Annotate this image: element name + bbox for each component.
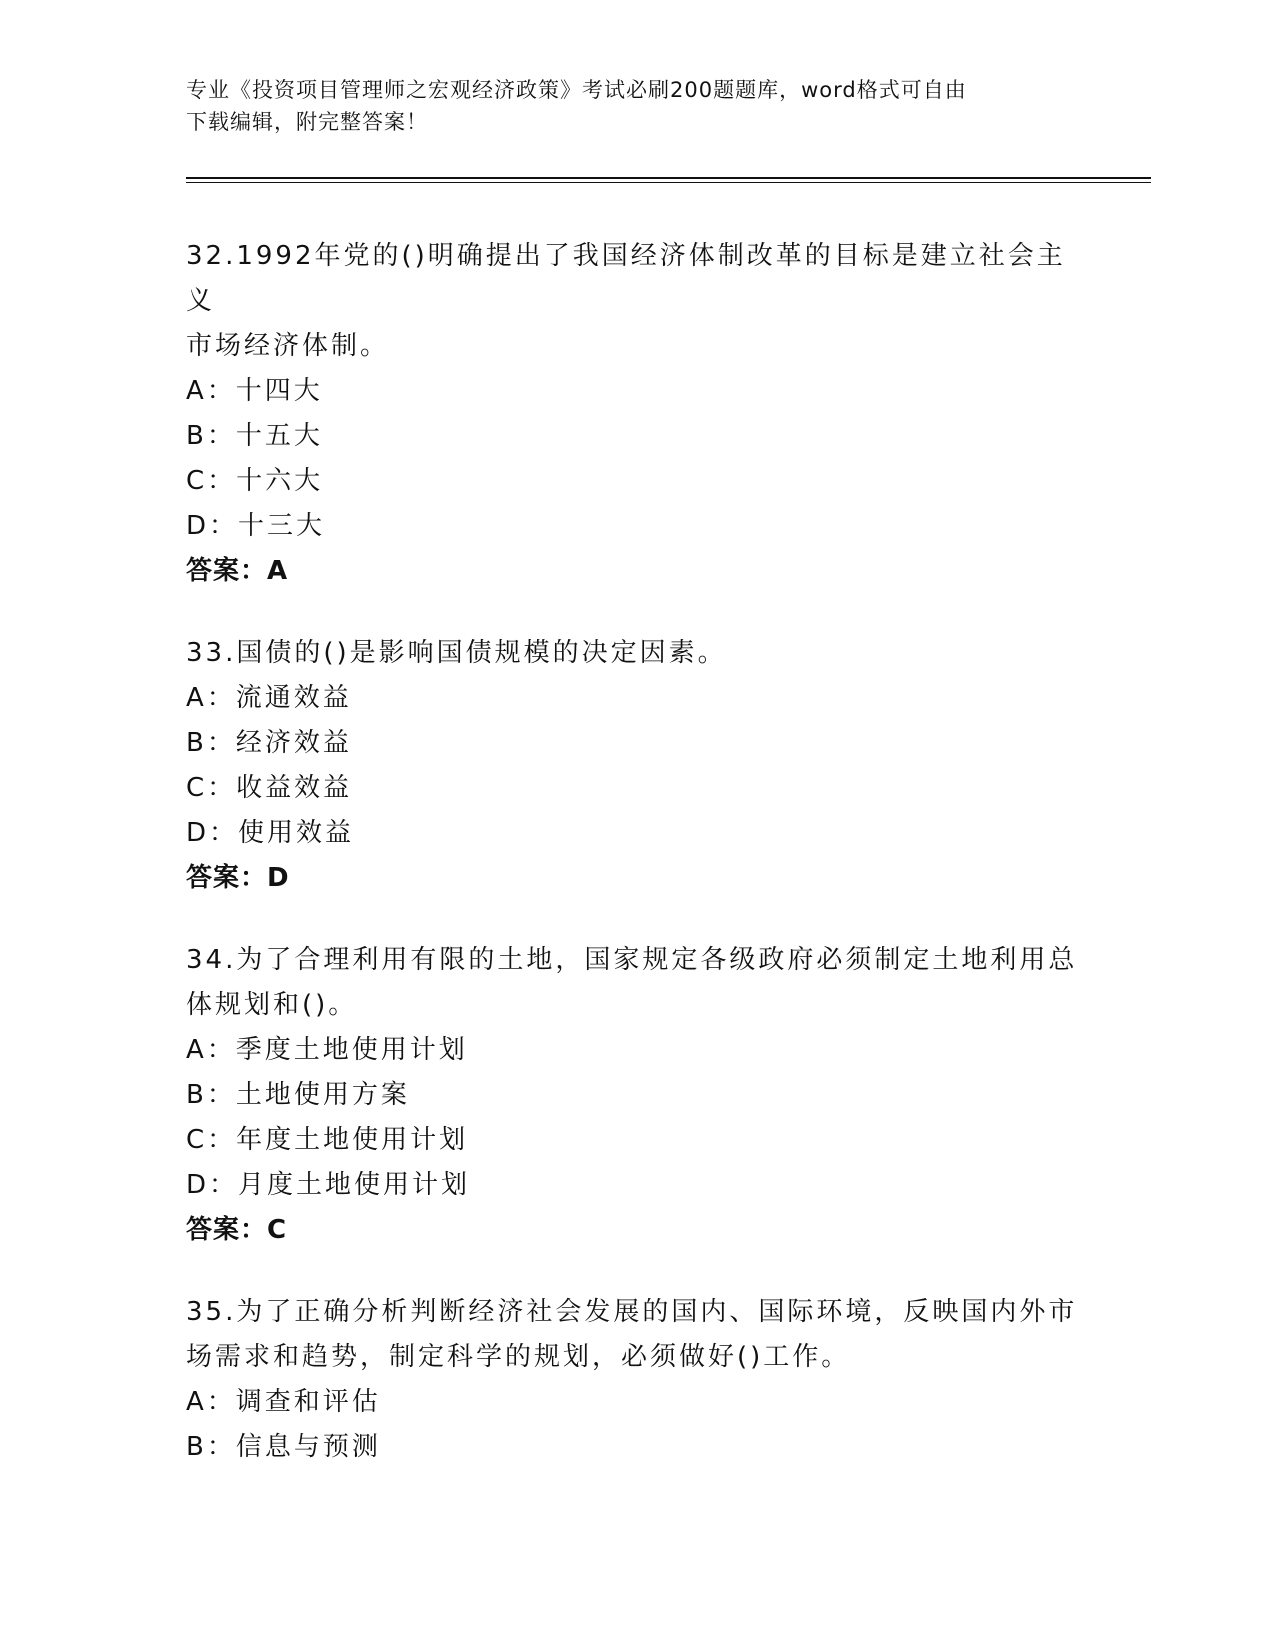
option-c: C：年度土地使用计划 <box>186 1125 469 1155</box>
option-d: D：月度土地使用计划 <box>186 1170 471 1200</box>
header-divider-thin <box>186 182 1151 183</box>
option-b: B：信息与预测 <box>186 1432 381 1462</box>
option-c: C：收益效益 <box>186 773 353 803</box>
answer-label: 答案：C <box>186 1215 288 1245</box>
option-d: D：使用效益 <box>186 818 355 848</box>
question-text-line: 场需求和趋势，制定科学的规划，必须做好()工作。 <box>186 1342 851 1372</box>
question-35 <box>186 1290 1086 1470</box>
question-33 <box>186 631 1086 901</box>
question-text-line: 34.为了合理利用有限的土地，国家规定各级政府必须制定土地利用总 <box>186 945 1078 975</box>
question-34 <box>186 938 1086 1253</box>
question-text-line: 33.国债的()是影响国债规模的决定因素。 <box>186 638 727 668</box>
option-a: A：季度土地使用计划 <box>186 1035 468 1065</box>
question-text-line: 35.为了正确分析判断经济社会发展的国内、国际环境，反映国内外市 <box>186 1297 1078 1327</box>
question-text-line: 体规划和()。 <box>186 990 358 1020</box>
answer-label: 答案：D <box>186 863 290 893</box>
answer-label: 答案：A <box>186 556 289 586</box>
option-b: B：十五大 <box>186 421 323 451</box>
option-c: C：十六大 <box>186 466 324 496</box>
option-a: A：流通效益 <box>186 683 352 713</box>
question-text-line: 32.1992年党的()明确提出了我国经济体制改革的目标是建立社会主义 <box>186 241 1066 316</box>
option-b: B：经济效益 <box>186 728 352 758</box>
question-list <box>186 234 1086 1507</box>
header-divider-thick <box>186 177 1151 179</box>
option-b: B：土地使用方案 <box>186 1080 410 1110</box>
document-header <box>186 74 1066 138</box>
header-line-1: 专业《投资项目管理师之宏观经济政策》考试必刷200题题库，word格式可自由 <box>186 78 967 102</box>
question-32 <box>186 234 1086 594</box>
header-line-2: 下载编辑，附完整答案！ <box>186 110 428 134</box>
option-a: A：十四大 <box>186 376 323 406</box>
question-text-line: 市场经济体制。 <box>186 331 390 361</box>
option-a: A：调查和评估 <box>186 1387 381 1417</box>
option-d: D：十三大 <box>186 511 326 541</box>
